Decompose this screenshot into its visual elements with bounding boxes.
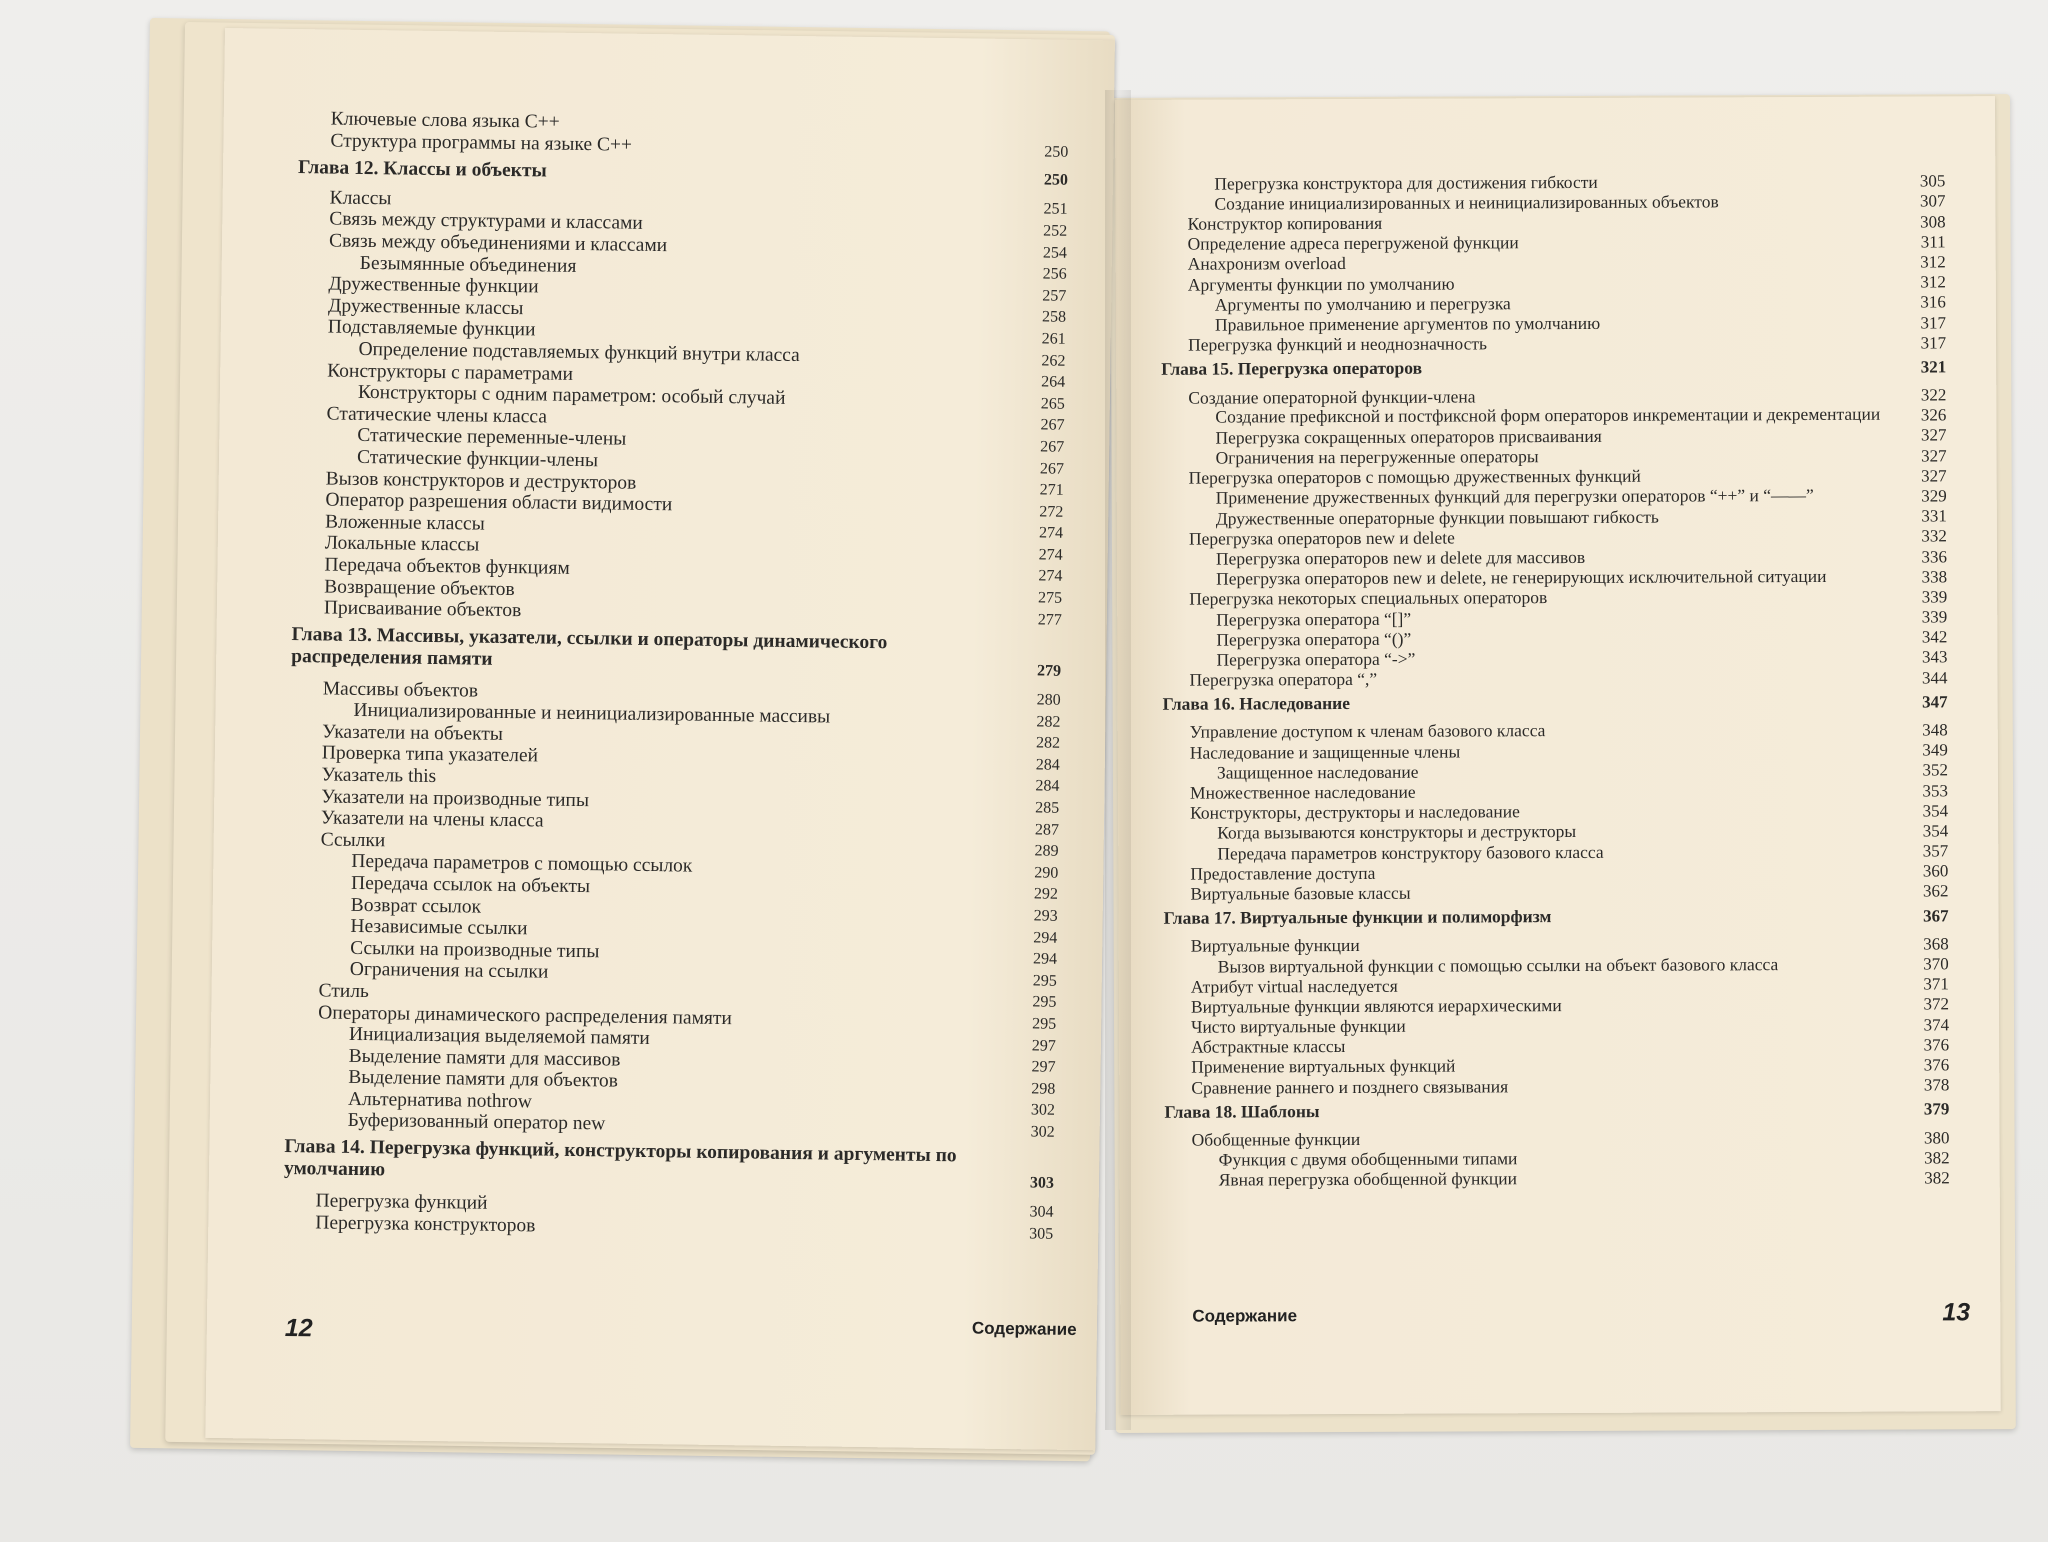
- right-page-number: 13: [1942, 1298, 1971, 1327]
- toc-entry-title: Массивы объектов: [322, 678, 479, 702]
- toc-entry-page: 372: [1923, 994, 1949, 1014]
- toc-entry-title: Вызов виртуальной функции с помощью ссылки на объект базового класса: [1217, 953, 1779, 977]
- toc-entry-page: 308: [1919, 211, 1946, 232]
- toc-entry-page: 327: [1920, 425, 1947, 445]
- toc-entry-page: 312: [1920, 252, 1946, 272]
- toc-entry-title: Перегрузка функций: [315, 1190, 488, 1214]
- toc-entry-page: 376: [1923, 1035, 1950, 1055]
- toc-entry: [1160, 210, 1945, 234]
- toc-entry-title: Альтернатива nothrow: [347, 1088, 533, 1113]
- toc-entry-title: Дружественные классы: [327, 295, 524, 320]
- toc-entry-title: Глава 16. Наследование: [1162, 693, 1351, 715]
- toc-entry-title: Инициализированные и неинициализированные массивы: [353, 700, 831, 728]
- toc-entry: [1163, 779, 1948, 803]
- chapter-heading: [1161, 355, 1946, 379]
- toc-entry-page: 294: [1033, 929, 1058, 947]
- toc-entry-title: Глава 12. Классы и объекты: [297, 157, 547, 182]
- toc-entry: [1162, 625, 1947, 649]
- toc-entry-title: Определение адреса перегруженой функции: [1187, 232, 1519, 254]
- toc-entry: [1164, 952, 1949, 976]
- toc-entry: [1162, 605, 1947, 629]
- toc-entry-page: 303: [1029, 1174, 1055, 1192]
- toc-entry: [1163, 758, 1948, 782]
- toc-entry-page: 294: [1032, 950, 1058, 968]
- toc-entry-page: 280: [1036, 691, 1061, 709]
- toc-entry-title: Классы: [329, 187, 392, 210]
- toc-entry-title: Применение виртуальных функций: [1191, 1055, 1456, 1078]
- toc-entry: [1160, 169, 1945, 193]
- toc-entry-title: Конструкторы с параметрами: [327, 360, 574, 385]
- toc-entry-page: 305: [1919, 171, 1946, 191]
- toc-entry-title: Применение дружественных функций для перегрузки операторов “++” и “——”: [1215, 485, 1814, 509]
- toc-entry: [1160, 190, 1945, 214]
- toc-entry-title: Выделение памяти для массивов: [348, 1045, 621, 1071]
- toc-entry: [1162, 565, 1947, 589]
- toc-entry-title: Связь между структурами и классами: [329, 208, 643, 235]
- toc-entry-page: 339: [1921, 587, 1948, 607]
- toc-entry-page: 379: [1923, 1099, 1950, 1119]
- toc-entry-page: 367: [1923, 905, 1949, 926]
- toc-entry: [1164, 993, 1949, 1017]
- toc-entry-title: Перегрузка операторов new и delete: [1188, 527, 1455, 549]
- toc-entry-title: Передача параметров конструктору базового класса: [1217, 841, 1604, 864]
- toc-entry: [1161, 311, 1946, 335]
- toc-entry-title: Передача параметров с помощью ссылок: [351, 851, 693, 877]
- toc-entry-page: 332: [1921, 526, 1947, 546]
- toc-entry: [1162, 464, 1947, 488]
- toc-entry-title: Перегрузка операторов new и delete, не генерирующих исключительной ситуации: [1216, 565, 1827, 589]
- toc-entry-title: Перегрузка операторов с помощью дружественных функций: [1188, 465, 1641, 488]
- toc-entry-page: 347: [1922, 692, 1948, 712]
- toc-entry: [1161, 291, 1946, 315]
- toc-entry-page: 357: [1922, 841, 1949, 861]
- left-table-of-contents: [283, 107, 1069, 1243]
- toc-entry-page: 258: [1041, 308, 1067, 327]
- toc-entry-page: 274: [1038, 567, 1063, 586]
- toc-entry: [1161, 270, 1946, 294]
- toc-entry-title: Глава 13. Массивы, указатели, ссылки и операторы динамического распределения памяти: [291, 623, 888, 670]
- toc-entry-page: 316: [1920, 292, 1946, 312]
- toc-entry-title: Связь между объединениями и классами: [328, 230, 668, 257]
- toc-entry-page: 257: [1042, 287, 1067, 305]
- toc-entry-page: 374: [1923, 1014, 1950, 1035]
- toc-entry-page: 322: [1920, 385, 1947, 405]
- toc-entry-page: 342: [1921, 627, 1948, 647]
- toc-entry-title: Создание инициализированных и неинициализированных объектов: [1214, 191, 1719, 214]
- toc-entry-page: 267: [1040, 438, 1065, 456]
- toc-entry-title: Оператор разрешения области видимости: [325, 489, 673, 516]
- toc-entry-page: 336: [1921, 546, 1948, 566]
- toc-entry: [1162, 646, 1947, 670]
- toc-entry-page: 302: [1030, 1101, 1056, 1120]
- toc-entry-title: Перегрузка оператора “,”: [1189, 668, 1378, 690]
- toc-entry-title: Передача объектов функциям: [324, 554, 570, 579]
- toc-entry-page: 304: [1029, 1203, 1054, 1222]
- chapter-heading: [284, 1136, 1055, 1192]
- toc-entry-page: 250: [1043, 171, 1069, 189]
- chapter-heading: [298, 156, 1068, 188]
- toc-entry-page: 338: [1921, 566, 1948, 587]
- toc-entry-title: Абстрактные классы: [1191, 1036, 1346, 1057]
- toc-entry-title: Глава 18. Шаблоны: [1164, 1100, 1320, 1122]
- toc-entry-title: Перегрузка оператора “()”: [1216, 628, 1412, 650]
- toc-entry-page: 354: [1922, 821, 1949, 841]
- toc-entry-page: 295: [1032, 972, 1057, 990]
- toc-entry-page: 348: [1922, 720, 1948, 740]
- toc-entry: [1162, 504, 1947, 528]
- toc-entry-title: Перегрузка конструктора для достижения гибкости: [1214, 171, 1598, 194]
- toc-entry: [1162, 524, 1947, 548]
- toc-entry-page: 307: [1919, 191, 1946, 211]
- toc-entry-page: 289: [1034, 842, 1059, 860]
- chapter-heading: [1164, 904, 1949, 928]
- toc-entry-page: 368: [1923, 934, 1949, 954]
- toc-entry-page: 302: [1030, 1123, 1055, 1141]
- toc-entry-page: 279: [1036, 661, 1062, 680]
- toc-entry-title: Сравнение раннего и позднего связывания: [1191, 1075, 1509, 1098]
- toc-entry-title: Виртуальные функции являются иерархическими: [1190, 994, 1562, 1017]
- toc-entry-title: Ссылки на производные типы: [350, 937, 600, 963]
- toc-entry-title: Явная перегрузка обобщенной функции: [1218, 1168, 1518, 1190]
- toc-entry-title: Операторы динамического распределения памяти: [318, 1001, 733, 1029]
- toc-entry-title: Ключевые слова языка C++: [330, 108, 560, 133]
- toc-entry: [1161, 403, 1946, 427]
- toc-entry: [1163, 799, 1948, 823]
- toc-entry-title: Статические функции-члены: [356, 446, 599, 472]
- toc-entry-page: 251: [1043, 200, 1068, 219]
- toc-entry: [1161, 230, 1946, 254]
- toc-entry-title: Перегрузка оператора “->”: [1216, 648, 1416, 670]
- toc-entry: [1163, 718, 1948, 742]
- toc-entry-title: Предоставление доступа: [1190, 862, 1376, 884]
- toc-entry-page: 256: [1042, 265, 1067, 283]
- toc-entry-page: 370: [1923, 954, 1949, 974]
- toc-entry-page: 326: [1920, 405, 1947, 425]
- toc-entry-title: Создание операторной функции-члена: [1188, 385, 1476, 408]
- toc-entry-page: 352: [1922, 760, 1948, 780]
- toc-entry-title: Указатели на производные типы: [321, 785, 590, 811]
- toc-entry-page: 339: [1921, 607, 1948, 627]
- toc-entry-title: Инициализация выделяемой памяти: [348, 1023, 650, 1050]
- toc-entry-page: 353: [1922, 780, 1949, 800]
- toc-entry-title: Возврат ссылок: [350, 894, 482, 918]
- toc-entry-title: Виртуальные базовые классы: [1190, 882, 1411, 904]
- toc-entry-title: Обобщенные функции: [1191, 1128, 1361, 1150]
- toc-entry-title: Конструкторы с одним параметром: особый случай: [357, 382, 786, 410]
- toc-entry: [1164, 972, 1949, 996]
- toc-entry-title: Дружественные функции: [328, 273, 539, 298]
- toc-entry-page: 317: [1920, 333, 1947, 353]
- toc-entry-page: 252: [1043, 222, 1068, 240]
- toc-entry-title: Перегрузка оператора “[]”: [1216, 608, 1412, 630]
- toc-entry-page: 290: [1034, 864, 1059, 882]
- toc-entry: [1163, 859, 1948, 883]
- toc-entry-page: 267: [1039, 459, 1065, 478]
- toc-entry: [1164, 1053, 1949, 1077]
- toc-entry-title: Возвращение объектов: [324, 576, 515, 600]
- toc-entry-page: 297: [1031, 1058, 1056, 1076]
- toc-entry-page: 295: [1032, 1015, 1057, 1033]
- toc-entry: [1162, 585, 1947, 609]
- toc-entry-title: Статические члены класса: [326, 403, 548, 428]
- toc-entry-page: 378: [1923, 1075, 1950, 1095]
- toc-entry: [1163, 839, 1948, 863]
- toc-entry-title: Глава 17. Виртуальные функции и полиморфизм: [1163, 906, 1552, 928]
- chapter-heading: [1164, 1097, 1949, 1121]
- toc-entry-title: Перегрузка функций и неоднозначность: [1188, 333, 1488, 355]
- book-gutter: [1105, 90, 1131, 1430]
- toc-entry-page: 254: [1042, 244, 1068, 262]
- toc-entry-title: Указатель this: [321, 764, 437, 787]
- toc-entry-title: Защищенное наследование: [1216, 761, 1419, 783]
- toc-entry-page: 274: [1038, 524, 1064, 543]
- toc-entry-page: 371: [1923, 974, 1949, 994]
- toc-entry-title: Чисто виртуальные функции: [1191, 1015, 1406, 1037]
- toc-entry-title: Независимые ссылки: [350, 915, 528, 940]
- toc-entry: [1164, 1073, 1949, 1097]
- toc-entry-page: 267: [1040, 416, 1065, 435]
- toc-entry-page: 293: [1033, 907, 1058, 925]
- toc-entry: [1162, 484, 1947, 508]
- toc-entry-page: 282: [1035, 734, 1061, 753]
- toc-entry-title: Присваивание объектов: [323, 597, 522, 622]
- toc-entry-page: 275: [1038, 589, 1063, 607]
- toc-entry-title: Перегрузка операторов new и delete для массивов: [1215, 546, 1586, 569]
- toc-entry-page: 261: [1041, 330, 1066, 348]
- toc-entry-page: 382: [1924, 1148, 1950, 1168]
- toc-entry-title: Множественное наследование: [1189, 781, 1416, 803]
- toc-entry-title: Подставляемые функции: [327, 316, 536, 341]
- toc-entry-page: 329: [1921, 486, 1947, 506]
- toc-entry-title: Перегрузка некоторых специальных операторов: [1189, 587, 1548, 609]
- toc-entry-page: 298: [1031, 1080, 1056, 1098]
- toc-entry-title: Перегрузка сокращенных операторов присваивания: [1215, 425, 1602, 448]
- toc-entry-page: 305: [1029, 1225, 1054, 1243]
- toc-entry: [1165, 1166, 1950, 1190]
- left-page-number: 12: [284, 1313, 313, 1343]
- toc-entry-page: 295: [1032, 993, 1057, 1012]
- toc-entry: [1164, 1013, 1949, 1037]
- toc-entry-page: 362: [1922, 881, 1949, 901]
- toc-entry: [1164, 932, 1949, 956]
- toc-entry-page: 284: [1035, 777, 1060, 796]
- toc-entry-page: 297: [1031, 1036, 1056, 1055]
- toc-entry-page: 380: [1923, 1127, 1950, 1147]
- toc-entry: [1161, 424, 1946, 448]
- toc-entry-page: 264: [1041, 373, 1066, 391]
- toc-entry: [1162, 444, 1947, 468]
- toc-entry-page: 360: [1922, 861, 1949, 881]
- toc-entry-title: Указатели на объекты: [322, 721, 504, 745]
- toc-entry-page: 282: [1036, 713, 1061, 731]
- toc-entry-page: 349: [1922, 740, 1948, 760]
- toc-entry-title: Дружественные операторные функции повышают гибкость: [1215, 506, 1659, 529]
- toc-entry-title: Атрибут virtual наследуется: [1190, 975, 1398, 997]
- toc-entry-title: Конструктор копирования: [1187, 212, 1383, 234]
- toc-entry-page: 277: [1037, 611, 1062, 629]
- toc-entry: [1163, 819, 1948, 843]
- toc-entry-title: Создание префиксной и постфиксной форм операторов инкрементации и декрементации: [1215, 403, 1881, 427]
- toc-entry-page: 376: [1923, 1055, 1950, 1075]
- toc-entry-title: Виртуальные функции: [1190, 935, 1360, 956]
- toc-entry-page: 344: [1921, 667, 1948, 688]
- toc-entry-title: Анахронизм overload: [1187, 253, 1346, 275]
- toc-entry-page: 287: [1034, 821, 1060, 839]
- toc-entry-title: Буферизованный оператор new: [347, 1110, 606, 1135]
- toc-entry-title: Стиль: [318, 980, 370, 1003]
- toc-entry-page: 327: [1921, 466, 1947, 486]
- toc-entry-page: 311: [1920, 232, 1946, 252]
- left-page: [205, 28, 1115, 1450]
- toc-entry-title: Правильное применение аргументов по умолчанию: [1214, 312, 1601, 335]
- toc-entry-page: 285: [1035, 799, 1060, 817]
- toc-entry-page: 343: [1921, 647, 1948, 667]
- right-page: [1115, 96, 2001, 1415]
- toc-entry-title: Локальные классы: [324, 532, 480, 556]
- toc-entry-title: Глава 14. Перегрузка функций, конструкторы копирования и аргументы по умолчанию: [283, 1135, 957, 1181]
- toc-entry: [1164, 1126, 1949, 1150]
- toc-entry-title: Ссылки: [320, 829, 386, 852]
- right-running-footer: Содержание: [1192, 1306, 1298, 1326]
- chapter-heading: [291, 624, 1062, 680]
- toc-entry-page: 274: [1038, 546, 1063, 564]
- toc-entry-page: 265: [1040, 395, 1065, 413]
- toc-entry-title: Определение подставляемых функций внутри класса: [358, 338, 800, 367]
- toc-entry-page: 262: [1041, 351, 1066, 370]
- left-running-footer: Содержание: [971, 1318, 1077, 1340]
- toc-entry-page: 292: [1033, 885, 1059, 904]
- toc-entry: [1161, 331, 1946, 355]
- toc-entry-title: Вызов конструкторов и деструкторов: [325, 468, 637, 494]
- toc-entry-title: Перегрузка конструкторов: [315, 1211, 536, 1236]
- right-table-of-contents: [1160, 169, 1949, 1189]
- toc-entry-title: Структура программы на языке C++: [330, 130, 633, 156]
- toc-entry-page: 317: [1920, 312, 1947, 332]
- toc-entry-title: Аргументы по умолчанию и перегрузка: [1214, 293, 1511, 315]
- toc-entry: [1163, 880, 1948, 904]
- toc-entry-page: 284: [1035, 756, 1060, 774]
- toc-entry-title: Конструкторы, деструкторы и наследование: [1190, 801, 1520, 823]
- toc-entry-title: Вложенные классы: [324, 511, 485, 535]
- toc-entry-page: 312: [1920, 272, 1946, 292]
- toc-entry-title: Управление доступом к членам базового класса: [1189, 720, 1546, 743]
- toc-entry-page: 272: [1039, 503, 1064, 521]
- toc-entry-title: Проверка типа указателей: [321, 742, 539, 767]
- toc-entry-title: Статические переменные-члены: [357, 425, 627, 451]
- toc-entry-title: Ограничения на ссылки: [349, 959, 549, 983]
- toc-entry: [1165, 1146, 1950, 1170]
- toc-entry-page: 382: [1924, 1168, 1950, 1188]
- toc-entry-title: Указатели на члены класса: [320, 807, 544, 832]
- toc-entry-page: 327: [1921, 445, 1947, 466]
- toc-entry: [1162, 666, 1947, 690]
- toc-entry-page: 331: [1921, 506, 1947, 526]
- chapter-heading: [1163, 690, 1948, 714]
- toc-entry-title: Когда вызываются конструкторы и деструкторы: [1217, 821, 1577, 843]
- toc-entry: [1164, 1033, 1949, 1057]
- toc-entry-title: Наследование и защищенные члены: [1189, 741, 1461, 763]
- toc-entry-title: Выделение памяти для объектов: [348, 1067, 619, 1092]
- toc-entry-title: Безымянные объединения: [359, 252, 577, 277]
- toc-entry-title: Передача ссылок на объекты: [350, 872, 591, 898]
- toc-entry-page: 321: [1920, 357, 1947, 377]
- toc-entry-title: Глава 15. Перегрузка операторов: [1161, 358, 1423, 380]
- toc-entry-page: 354: [1922, 801, 1949, 821]
- toc-entry: [1161, 250, 1946, 274]
- toc-entry-page: 250: [1044, 143, 1069, 161]
- toc-entry-title: Функция с двумя обобщенными типами: [1218, 1148, 1518, 1170]
- toc-entry: [1163, 738, 1948, 762]
- toc-entry-title: Аргументы функции по умолчанию: [1187, 273, 1455, 295]
- toc-entry-page: 271: [1039, 481, 1064, 499]
- toc-entry-title: Ограничения на перегруженные операторы: [1215, 446, 1539, 468]
